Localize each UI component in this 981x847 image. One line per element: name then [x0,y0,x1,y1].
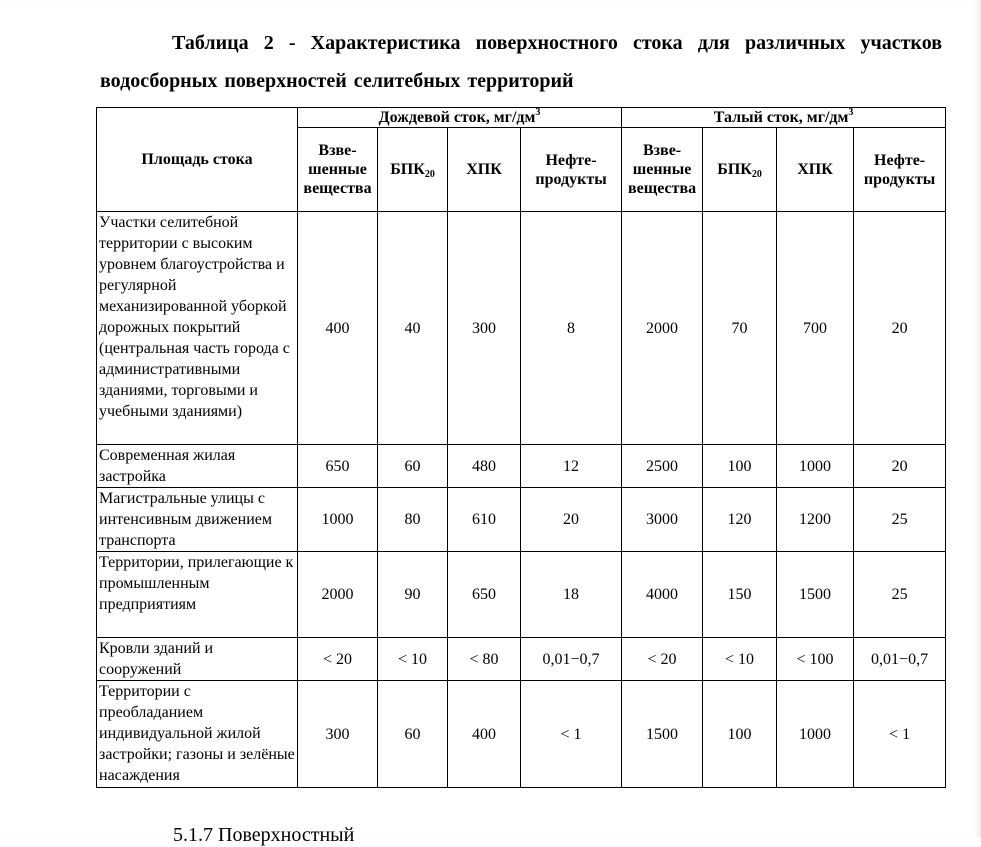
melt-runoff-group-header: Талый сток, $мг/дм^3$ [622,108,946,128]
value-cell: 1000 [777,681,854,788]
value-cell: 1000 [298,488,378,552]
area-cell: Кровли зданий и сооружений [97,638,298,681]
value-cell: 650 [298,445,378,488]
area-cell: Территории, прилегающие к промышленным предприятиям [97,552,298,638]
value-cell: < 1 [521,681,622,788]
value-cell: 400 [448,681,521,788]
area-cell: Участки селитебной территории с высоким уровнем благоустройства и регулярной механизированной уборкой дорожных покрытий (центральная часть города с административными зданиями, торговыми и учебными зданиями) [97,212,298,445]
value-cell: 4000 [622,552,703,638]
value-cell: 400 [298,212,378,445]
value-cell: 1200 [777,488,854,552]
value-cell: 2500 [622,445,703,488]
value-cell: 40 [378,212,448,445]
value-cell: < 100 [777,638,854,681]
column-header: ХПК [777,128,854,212]
value-cell: 2000 [298,552,378,638]
value-cell: 100 [703,445,777,488]
value-cell: 20 [854,445,946,488]
column-header: $БПК_{20}$ [703,128,777,212]
column-header: $БПК_{20}$ [378,128,448,212]
value-cell: 2000 [622,212,703,445]
value-cell: 60 [378,445,448,488]
table-row [97,681,946,788]
value-cell: 0,01−0,7 [854,638,946,681]
column-header: Нефте-продукты [521,128,622,212]
value-cell: 700 [777,212,854,445]
next-section-fragment: 5.1.7 Поверхностный [173,824,355,846]
value-cell: 480 [448,445,521,488]
column-header: Взве-шенные вещества [298,128,378,212]
area-cell: Современная жилая застройка [97,445,298,488]
value-cell: 20 [854,212,946,445]
value-cell: 300 [448,212,521,445]
column-header: Нефте-продукты [854,128,946,212]
group-header-row [97,108,946,128]
area-cell: Территории с преобладанием индивидуальной жилой застройки; газоны и зелёные насаждения [97,681,298,788]
value-cell: 20 [521,488,622,552]
value-cell: 0,01−0,7 [521,638,622,681]
value-cell: 300 [298,681,378,788]
value-cell: 120 [703,488,777,552]
value-cell: 100 [703,681,777,788]
runoff-table [96,107,946,788]
value-cell: < 10 [703,638,777,681]
table-row [97,552,946,638]
value-cell: 90 [378,552,448,638]
value-cell: 8 [521,212,622,445]
column-header: Взве-шенные вещества [622,128,703,212]
value-cell: 25 [854,488,946,552]
value-cell: 1500 [777,552,854,638]
table-row [97,488,946,552]
area-column-header: Площадь стока [97,108,298,212]
table-row [97,638,946,681]
value-cell: < 80 [448,638,521,681]
area-cell: Магистральные улицы с интенсивным движением транспорта [97,488,298,552]
table-row [97,212,946,445]
value-cell: 1000 [777,445,854,488]
value-cell: < 1 [854,681,946,788]
value-cell: 610 [448,488,521,552]
value-cell: 25 [854,552,946,638]
rain-runoff-group-header: Дождевой сток, $мг/дм^3$ [298,108,622,128]
table-row [97,445,946,488]
value-cell: 18 [521,552,622,638]
value-cell: 1500 [622,681,703,788]
value-cell: 70 [703,212,777,445]
value-cell: < 20 [298,638,378,681]
value-cell: 3000 [622,488,703,552]
value-cell: 150 [703,552,777,638]
value-cell: 650 [448,552,521,638]
column-header: ХПК [448,128,521,212]
value-cell: < 20 [622,638,703,681]
value-cell: < 10 [378,638,448,681]
value-cell: 60 [378,681,448,788]
table-caption: Таблица 2 - Характеристика поверхностного стока для различных участков водосборных поверхностей селитебных территорий [100,32,942,92]
value-cell: 12 [521,445,622,488]
value-cell: 80 [378,488,448,552]
